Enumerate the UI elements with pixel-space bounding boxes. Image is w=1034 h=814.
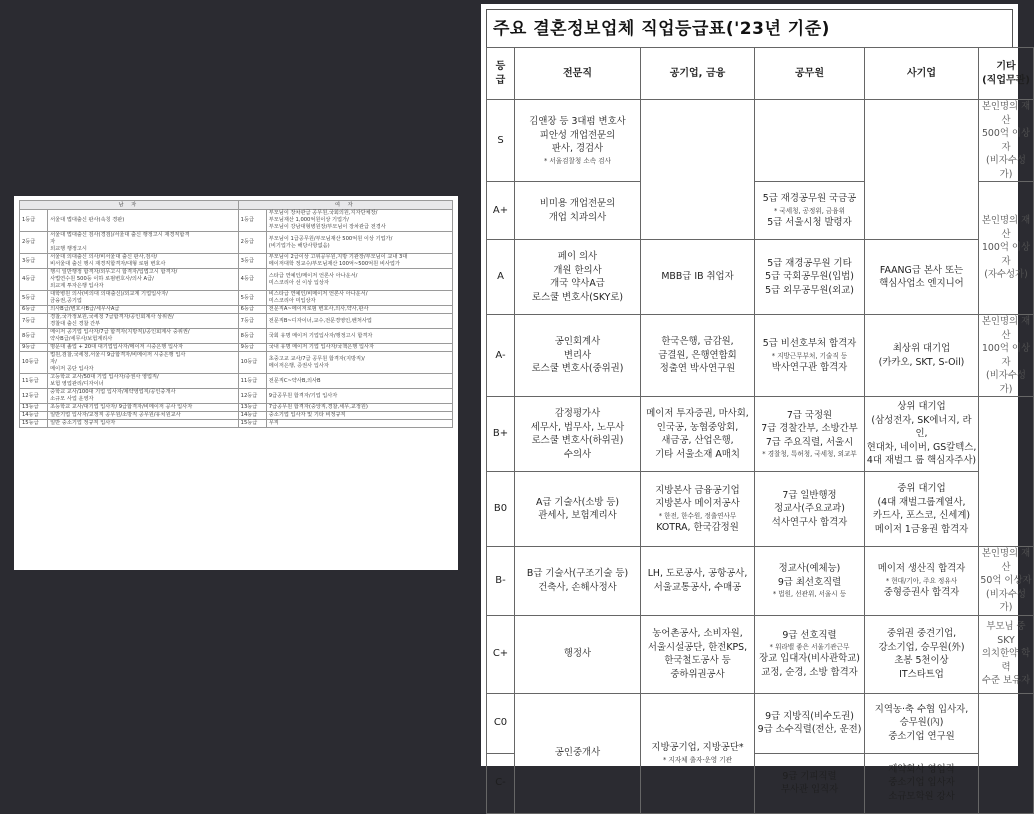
left-grade-table-image [14,196,458,570]
left-female-jobs: 부모님이 1급공무원/부모님재산 500억원 이상 기업가/ (비기업가는 해당사항없음) [266,232,452,254]
left-female-grade: 5등급 [238,291,266,306]
header-etc: 기타 (직업무관) [979,48,1034,100]
private-corp-cell: 상위 대기업 (삼성전자, SK에너지, 라인, 현대차, 네이버, GS칼텍스, 4대 재벌그 룹 핵심자주사) [865,397,979,472]
left-table-row [20,389,453,404]
left-female-jobs: 중소기업 입사자 및 기타 비정규직 [266,412,452,420]
left-female-jobs: 전문직C~약사B,의사B [266,374,452,389]
professional-cell: 공인회계사 변리사 로스쿨 변호사(중위권) [515,315,641,397]
left-male-jobs: 명문대 졸업 + 20대 대기업입사자/메이저 시중은행 입사자 [48,344,239,352]
professional-cell: 공인중개사 [515,693,641,813]
left-male-jobs: 서울대 의대출신 의사/비서울대 출신 판사,검사/ 비서울대 출신 행시 재경직합격자/대형 로펌 변호사 [48,254,239,269]
job-grade-table [486,47,1034,814]
left-female-jobs: 전문직B~디자이너,교수,전문경영인,벤처사업 [266,314,452,329]
header-private-corp: 사기업 [865,48,979,100]
header-government: 공무원 [755,48,865,100]
left-table-row [20,306,453,314]
public-finance-cell [641,100,755,240]
left-header-male: 남 자 [20,201,239,210]
left-female-jobs: 부모님이 장차관급 공무원,국회의원,지자단체장/ 부모님재산 1,000억원이상 기업가/ 부모님이 강남대형병원장/부모님이 장차관급 전경사 [266,210,452,232]
left-female-grade: 14등급 [238,412,266,420]
grade-row [487,615,1034,693]
left-grade-table [19,200,453,428]
private-corp-cell: 중위권 중견기업, 강소기업, 승무원(外) 초봉 5천이상 IT스타트업 [865,615,979,693]
left-male-jobs: 중학교 교사/100대 기업 입사자/제약영업직/공인중개사 소규모 사업 운영자 [48,389,239,404]
private-corp-cell: 지역농·축 수협 입사자, 승무원(內) 중소기업 연구원 [865,693,979,753]
left-table-row [20,344,453,352]
government-cell: 정교사(예체능) 9급 최선호직렬 * 법원, 선관위, 서울시 등 [755,547,865,616]
etc-cell: 본인명의 재산 100억 이상자 (자수성가) [979,182,1034,315]
professional-cell: 김앤장 등 3대펌 변호사 피안성 개업전문의 판사, 경검사 * 서울검찰청 소속 검사 [515,100,641,182]
left-female-jobs: 무직 [266,420,452,428]
left-table-row [20,210,453,232]
left-female-grade: 7등급 [238,314,266,329]
grade-row [487,693,1034,753]
grade-row [487,100,1034,182]
professional-cell: 감정평가사 세무사, 법무사, 노무사 로스쿨 변호사(하위권) 수의사 [515,397,641,472]
private-corp-cell: 최상위 대기업 (카카오, SKT, S-Oil) [865,315,979,397]
left-table-row [20,420,453,428]
left-female-grade: 6등급 [238,306,266,314]
government-cell: 7급 국정원 7급 경찰간부, 소방간부 7급 주요직렬, 서울시 * 경찰청, 특허청, 국세청, 외교부 [755,397,865,472]
etc-cell: 본인명의 재산 100억 이상자 (비자수성가) [979,315,1034,397]
left-female-grade: 4등급 [238,269,266,291]
left-female-jobs: 7급공무원 합격자(중앙직,경찰,세무,교정원) [266,404,452,412]
left-male-jobs: 대학병원 의사(비의대 의대출신)/외교계 기업입사자/ 금융권,공기업 [48,291,239,306]
private-corp-cell: 제약회사 영업직 중소기업 입사자 소규모학원 강사 [865,753,979,813]
grade-row [487,472,1034,547]
left-male-jobs: 일반 중소기업 정규직 입사자 [48,420,239,428]
etc-cell [979,693,1034,813]
left-female-grade: 13등급 [238,404,266,412]
left-female-jobs: 9급공무원 합격자/기업 입사자 [266,389,452,404]
header-public-finance: 공기업, 금융 [641,48,755,100]
left-male-grade: 7등급 [20,314,48,329]
public-finance-cell: LH, 도로공사, 공항공사, 서울교통공사, 수매공 [641,547,755,616]
public-finance-cell: 지방본사 금융공기업 지방본사 메이저공사 * 한전, 한수원, 정출연사무 KOTRA, 한국감정원 [641,472,755,547]
left-table-row [20,314,453,329]
etc-cell [979,397,1034,547]
government-cell [755,100,865,182]
private-corp-cell: FAANG급 본사 또는 핵심사업소 엔지니어 [865,240,979,315]
left-female-grade: 15등급 [238,420,266,428]
government-cell: 9급 지방직(비수도권) 9급 소수직렬(전산, 운전) [755,693,865,753]
public-finance-cell: 농어촌공사, 소비자원, 서울시설공단, 한전KPS, 한국철도공사 등 중하위권공사 [641,615,755,693]
left-male-jobs: 일반기업 입사자/교정직 공무원/소방직 공무원/유치원교사 [48,412,239,420]
left-table-row [20,329,453,344]
left-table-row [20,254,453,269]
left-male-jobs: 법원,검찰,국세청,서울시 9급합격자/비메이저 시중은행 입사 자/ 메이저 공단 입사자 [48,352,239,374]
left-male-grade: 2등급 [20,232,48,254]
left-table-row [20,374,453,389]
professional-cell: 행정사 [515,615,641,693]
grade-row [487,547,1034,616]
right-grade-table-image [481,4,1032,802]
left-male-grade: 13등급 [20,404,48,412]
left-female-grade: 9등급 [238,344,266,352]
left-table-row [20,352,453,374]
grade-label: C+ [487,615,515,693]
left-table-row [20,412,453,420]
left-female-jobs: 스타급 연예인/메이저 언론사 아나운서/ 미스코리아 선 이상 입상자 [266,269,452,291]
left-female-grade: 2등급 [238,232,266,254]
left-table-row [20,269,453,291]
etc-cell: 부모님 중 SKY 의치한약 학력 수준 보유자 [979,615,1034,693]
grade-row [487,315,1034,397]
left-male-grade: 6등급 [20,306,48,314]
left-table-row [20,291,453,306]
left-female-grade: 11등급 [238,374,266,389]
left-female-jobs: 비스타급 연예인/비메이저 언론사 아나운서/ 미스코리아 미입상자 [266,291,452,306]
professional-cell: B급 기술사(구조기술 등) 건축사, 손해사정사 [515,547,641,616]
grade-label: A+ [487,182,515,240]
grade-label: B+ [487,397,515,472]
left-female-grade: 1등급 [238,210,266,232]
professional-cell: A급 기술사(소방 등) 관세사, 보험계리사 [515,472,641,547]
public-finance-cell: 지방공기업, 지방공단* * 지자체 출자·운영 기관 [641,693,755,813]
left-table-header-row [20,201,453,210]
left-male-grade: 1등급 [20,210,48,232]
left-male-grade: 4등급 [20,269,48,291]
left-male-grade: 15등급 [20,420,48,428]
left-male-jobs: 행시 일반행정 합격자/외무고시 합격자/입법고시 합격자/ 사법연수원 500등 이하 로펌변호사/의사 A급/ 외교계 투자은행 입사자 [48,269,239,291]
grade-row [487,397,1034,472]
grade-label: B- [487,547,515,616]
government-cell: 9급 기피직렬 부사관 입직자 [755,753,865,813]
professional-cell: 페이 의사 개원 한의사 개국 약사A급 로스쿨 변호사(SKY로) [515,240,641,315]
left-table-row [20,232,453,254]
left-male-jobs: 경찰,국가정보원,국세청 7급합격자/공인회계사 상위권/ 경찰대 출신 경찰 간부 [48,314,239,329]
government-cell: 7급 일반행정 정교사(주요교과) 석사연구사 합격자 [755,472,865,547]
government-cell: 9급 선호직렬 * 워라밸 좋은 서울기관근무 장교 입대자(비사관학교) 교정, 순경, 소방 합격자 [755,615,865,693]
government-cell: 5급 재경공무원 국금공 * 국세청, 공정위, 금융위 5급 서울시청 발령자 [755,182,865,240]
table-title: 주요 결혼정보업체 직업등급표('23년 기준) [486,9,1013,47]
left-male-grade: 14등급 [20,412,48,420]
left-male-jobs: 의사B급/변호사B급/세무사A급 [48,306,239,314]
left-male-grade: 12등급 [20,389,48,404]
left-female-grade: 8등급 [238,329,266,344]
left-male-jobs: 서울대 법대출신 검사(경검)/서울대 출신 행정고시 재경직합격 자 외교행 행정고시 [48,232,239,254]
left-male-jobs: 메이저 공기업 입사자/7급 합격자(지방직)/공인회계사 중위권/ 약사B급/세무사/보험계리사 [48,329,239,344]
grade-label: C- [487,753,515,813]
private-corp-cell: 중위 대기업 (4대 재벌그룹계열사, 카드사, 포스코, 신세계) 메이저 1금융권 합격자 [865,472,979,547]
header-professional: 전문직 [515,48,641,100]
grade-label: A- [487,315,515,397]
left-male-grade: 9등급 [20,344,48,352]
left-male-jobs: 고등학교 교사/50대 기업 입사자/증권사 영업직/ 보험 영업관리/디자이너 [48,374,239,389]
left-male-grade: 5등급 [20,291,48,306]
professional-cell: 비미용 개업전문의 개업 치과의사 [515,182,641,240]
table-header-row [487,48,1034,100]
left-female-grade: 10등급 [238,352,266,374]
etc-cell: 본인명의 재산 50억 이상자 (비자수성가) [980,548,1032,613]
left-female-jobs: 전문직A~메이저로펌 변호사,의사,약사,판사 [266,306,452,314]
left-female-jobs: 부모님이 2급이상 고위공무원,지방 기관장/부모님이 교내 3대 메이저대학 정교수/부모님재산 100억~500억원 비사업가 [266,254,452,269]
left-male-jobs: 서울대 법대출신 판사(속칭 경판) [48,210,239,232]
left-male-grade: 8등급 [20,329,48,344]
public-finance-cell: MBB급 IB 취업자 [641,240,755,315]
left-header-female: 여 자 [238,201,452,210]
government-cell: 5급 비선호부처 합격자 * 지방근무부처, 기술직 등 박사연구관 합격자 [755,315,865,397]
grade-label: C0 [487,693,515,753]
left-male-grade: 3등급 [20,254,48,269]
grade-label: A [487,240,515,315]
grade-label: S [487,100,515,182]
left-male-jobs: 초등학교 교사/대기업 입사자/ 9급합격자/비메이저 공사 입사자 [48,404,239,412]
government-cell: 5급 재경공무원 기타 5급 국회공무원(입법) 5급 외무공무원(외교) [755,240,865,315]
left-table-row [20,404,453,412]
left-female-jobs: 초중고교 교사/7급 공무원 합격자(지방직)/ 메이저은행, 증권사 입사자 [266,352,452,374]
header-grade: 등 급 [487,48,515,100]
left-female-jobs: 국내 유명 메이저 기업 입사자/국책은행 입사자 [266,344,452,352]
left-male-grade: 11등급 [20,374,48,389]
grade-row [487,240,1034,315]
public-finance-cell: 메이저 투자증권, 마사회, 인국공, 농협중앙회, 새금공, 산업은행, 기타 서울소재 A매치 [641,397,755,472]
private-corp-cell [865,100,979,240]
public-finance-cell: 한국은행, 금감원, 금결원, 은행연합회 정출연 박사연구원 [641,315,755,397]
etc-cell: 본인명의 재산 500억 이상자 (비자수성가) [979,100,1034,182]
left-female-jobs: 국회 유명 메이저 기업입사자/행정고시 합격자 [266,329,452,344]
grade-label: B0 [487,472,515,547]
left-female-grade: 12등급 [238,389,266,404]
private-corp-cell: 메이저 생산직 합격자 * 현대/기아, 주요 정유사 중형증권사 합격자 [865,547,979,616]
left-male-grade: 10등급 [20,352,48,374]
left-female-grade: 3등급 [238,254,266,269]
